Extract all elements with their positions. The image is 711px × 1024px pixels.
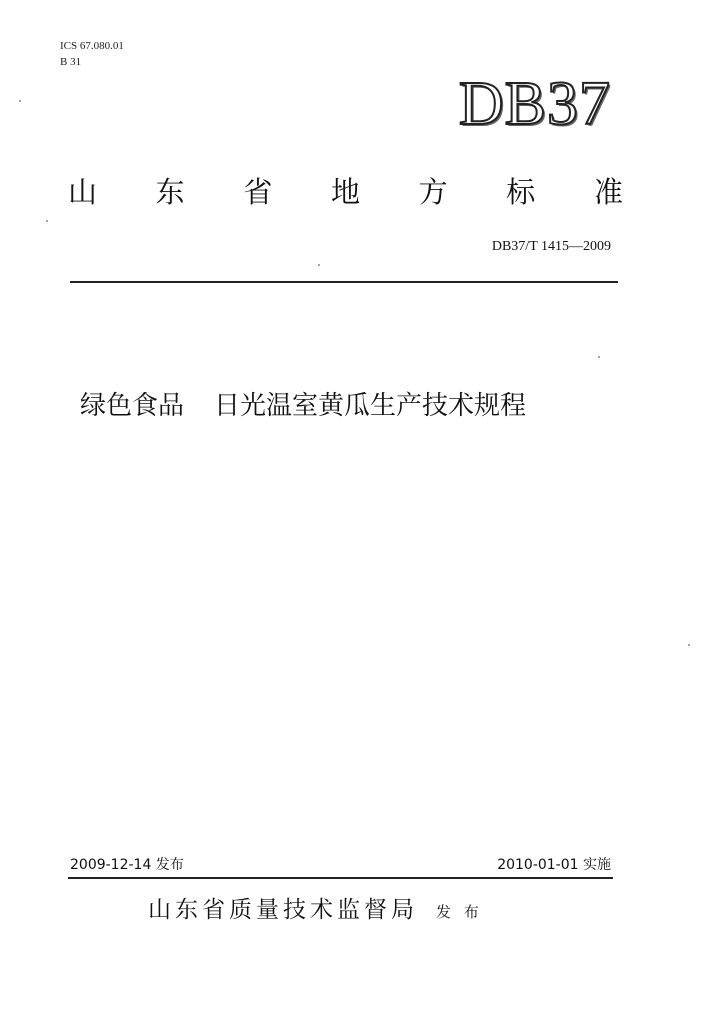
standard-type-char: 地: [330, 175, 360, 209]
standard-number: DB37/T 1415—2009: [491, 239, 611, 254]
db-standard-logo: DB37: [458, 70, 611, 138]
scan-speck: [598, 356, 600, 358]
publisher-line: [148, 893, 483, 927]
scan-speck: [46, 220, 48, 222]
standard-type-char: 省: [243, 175, 273, 209]
issue-date: 2009-12-14 发布: [70, 857, 184, 873]
classification-codes: [60, 38, 124, 70]
document-title: [80, 386, 640, 426]
standard-type-char: 山: [68, 175, 98, 209]
title-part-1: 绿色食品: [80, 391, 185, 421]
standard-type-char: 方: [418, 175, 448, 209]
ics-code: ICS 67.080.01: [60, 40, 124, 52]
standard-type-char: 准: [593, 175, 623, 209]
implement-date: 2010-01-01 实施: [497, 857, 611, 873]
publisher-name: 山东省质量技术监督局: [148, 897, 418, 923]
publisher-suffix: 发 布: [436, 903, 483, 921]
footer-divider: [68, 877, 613, 879]
standard-type-char: 东: [155, 175, 185, 209]
scan-speck: [318, 264, 320, 266]
standard-type-char: 标: [506, 175, 536, 209]
ccs-code: B 31: [60, 56, 82, 68]
header-divider: [70, 281, 618, 283]
standard-type-heading: [68, 172, 623, 212]
title-part-2: 日光温室黄瓜生产技术规程: [214, 391, 527, 421]
scan-speck: [688, 644, 690, 646]
scan-speck: [19, 100, 21, 102]
